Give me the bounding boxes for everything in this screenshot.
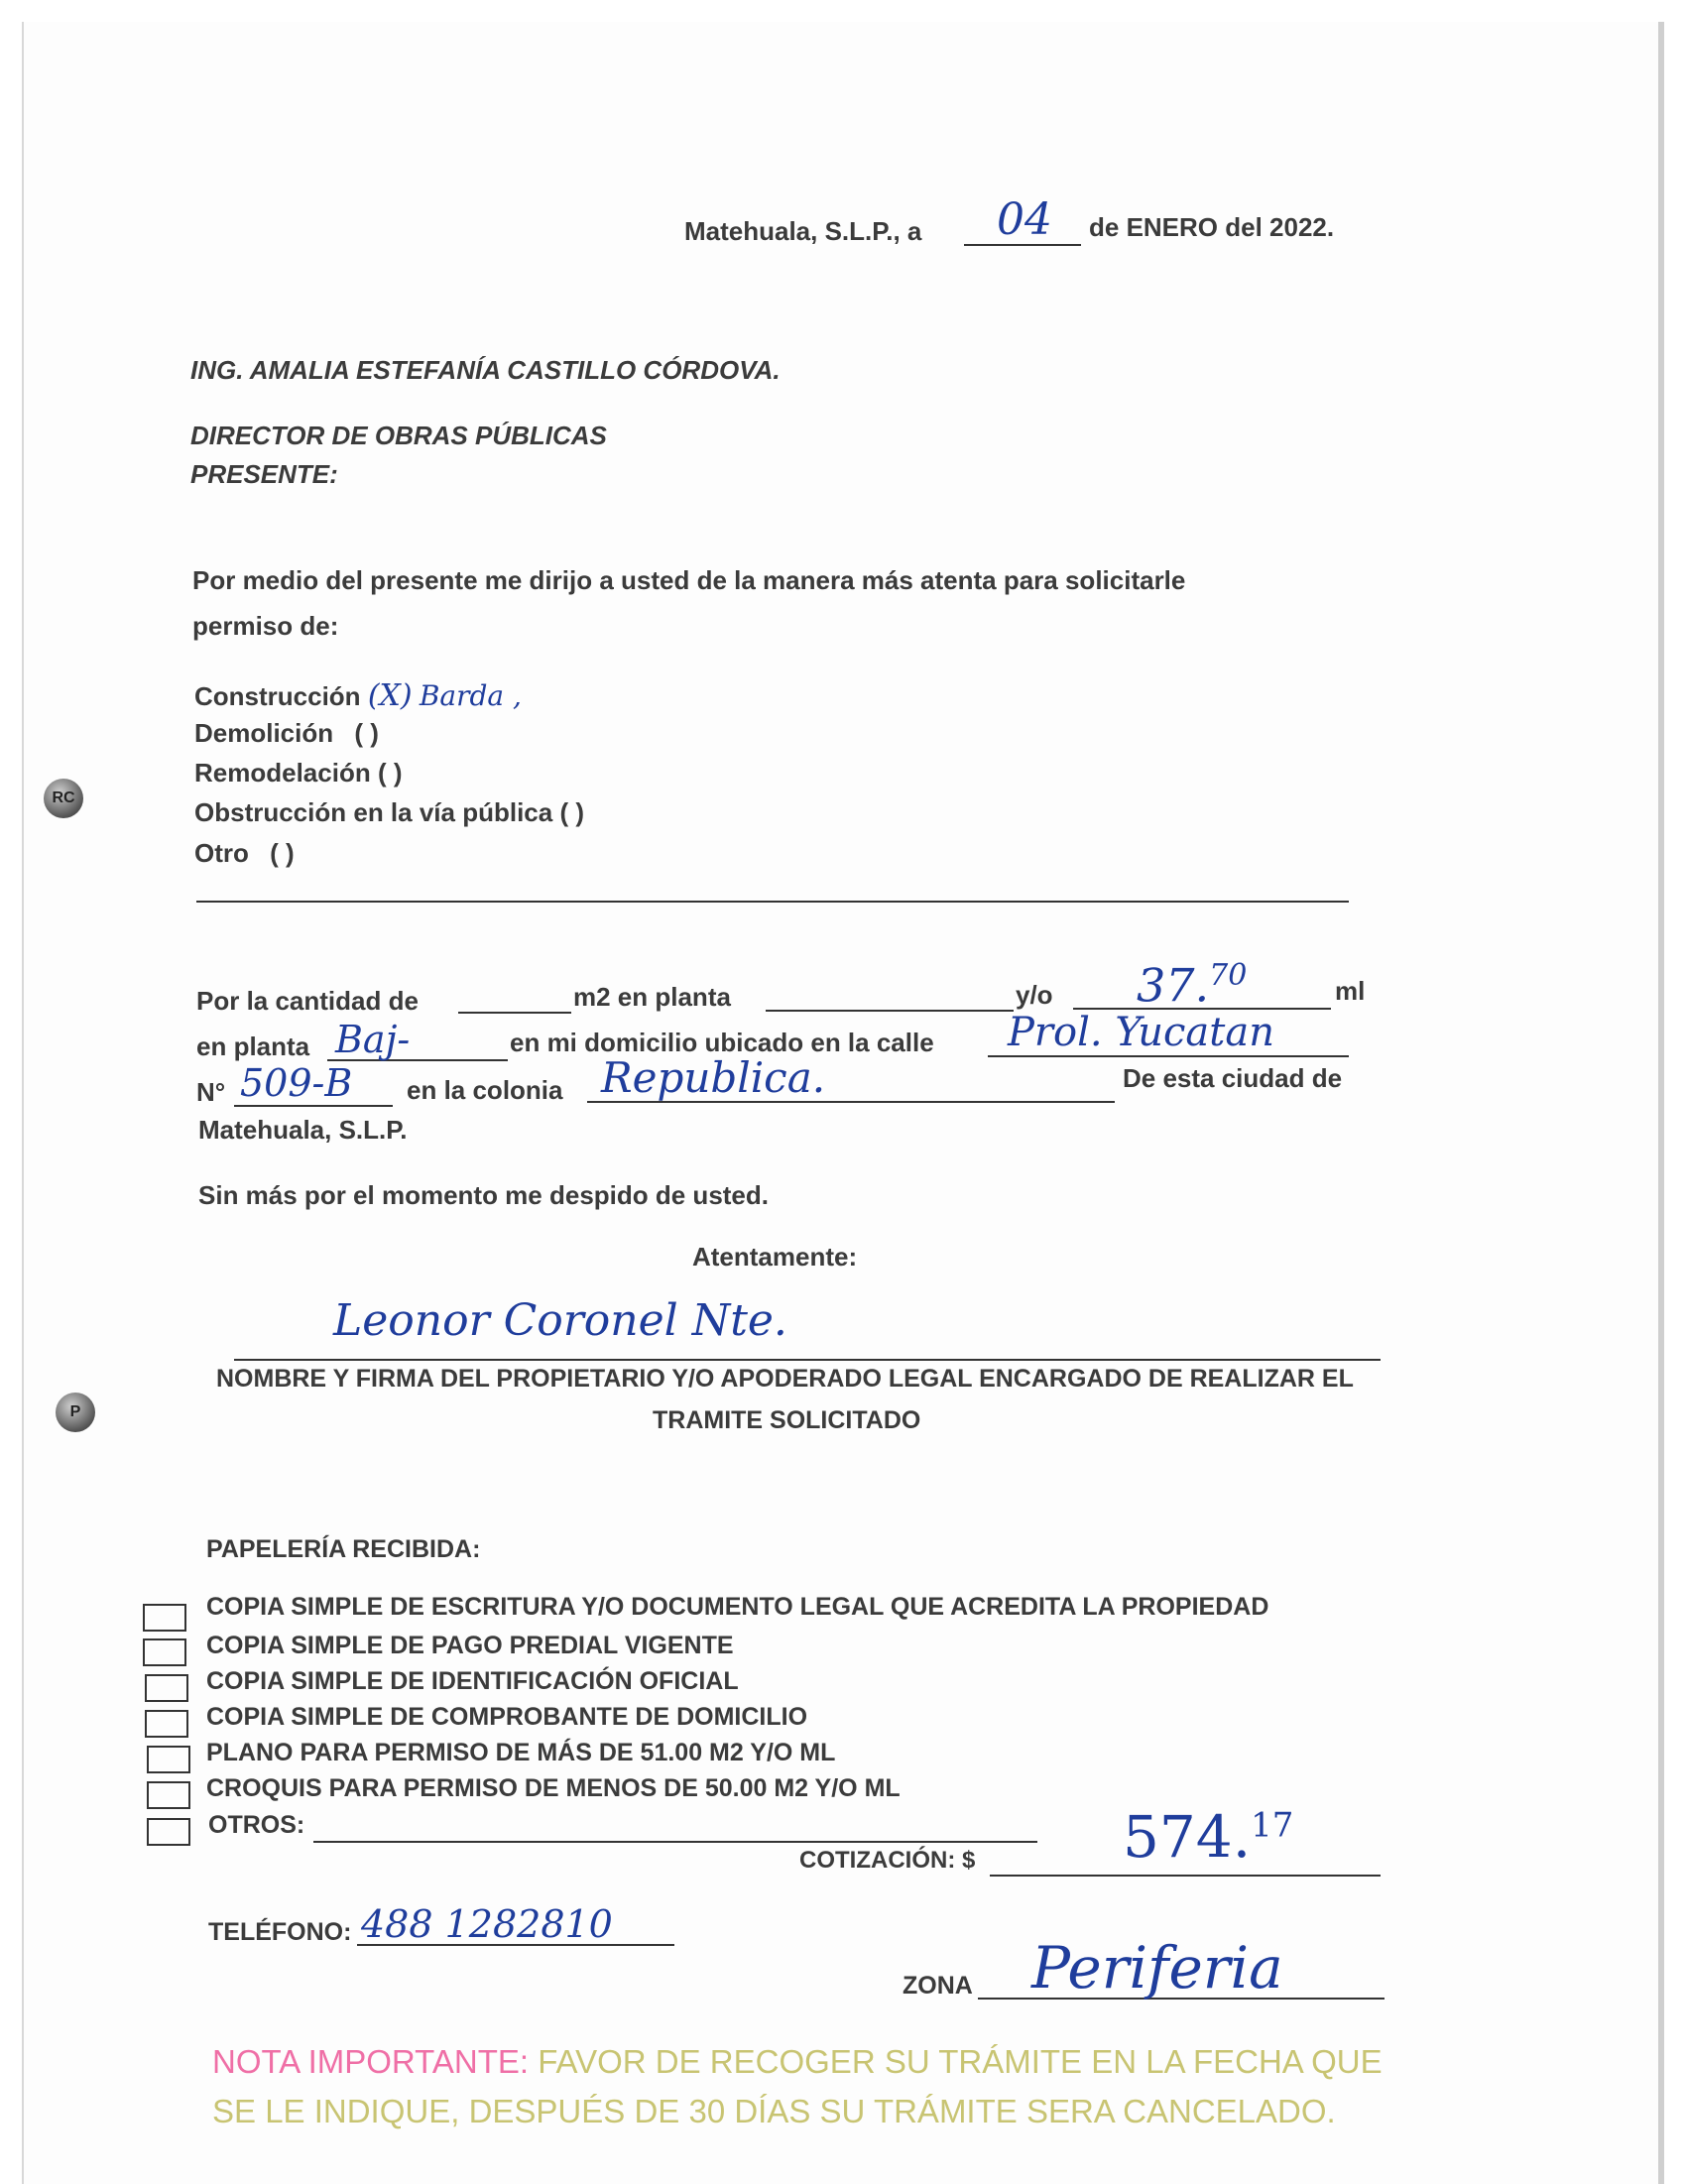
cotizacion-line <box>990 1875 1381 1877</box>
permit-otro <box>194 838 295 869</box>
permit-label: Demolición <box>194 718 334 748</box>
number-line <box>234 1105 393 1107</box>
addressee-name: ING. AMALIA ESTEFANÍA CASTILLO CÓRDOVA. <box>190 355 781 385</box>
papeleria-item-plano: PLANO PARA PERMISO DE MÁS DE 51.00 M2 Y/O ML <box>206 1739 836 1766</box>
ml-value-main: 37. <box>1137 958 1210 1013</box>
city-value: Matehuala, S.L.P. <box>198 1115 408 1145</box>
permit-construccion <box>194 678 522 713</box>
addressee-presente: PRESENTE: <box>190 459 338 489</box>
checkbox-otros[interactable] <box>147 1818 190 1846</box>
number-value: 509-B <box>240 1061 353 1105</box>
signer-label-2: TRAMITE SOLICITADO <box>653 1406 921 1434</box>
permit-mark-x: (X) <box>367 678 413 713</box>
punch-hole-rc <box>44 779 83 818</box>
header-month-year: de ENERO del 2022. <box>1089 212 1335 242</box>
checkbox-identificacion[interactable] <box>145 1674 188 1702</box>
zona-value: Periferia <box>1031 1934 1283 2002</box>
permit-demolicion <box>194 718 379 749</box>
permit-mark: ( ) <box>559 797 584 827</box>
yo-label: y/o <box>1016 980 1053 1010</box>
checkbox-plano[interactable] <box>147 1746 190 1773</box>
hole-mark-rc: RC <box>52 789 75 806</box>
quantity-label: Por la cantidad de <box>196 986 419 1016</box>
ciudad-label: De esta ciudad de <box>1123 1063 1343 1093</box>
permit-obstruccion <box>194 797 584 828</box>
ml-value <box>1137 958 1247 1012</box>
papeleria-item-otros: OTROS: <box>208 1811 305 1839</box>
permit-label: Otro <box>194 838 249 868</box>
m2-line <box>766 1010 1014 1012</box>
number-label: N° <box>196 1077 226 1107</box>
cotizacion-value-sup: 17 <box>1251 1805 1294 1846</box>
ml-value-sup: 70 <box>1209 958 1248 993</box>
papeleria-title: PAPELERÍA RECIBIDA: <box>206 1535 481 1563</box>
intro-line-2: permiso de: <box>192 611 339 641</box>
header-place: Matehuala, S.L.P., a <box>684 216 922 246</box>
signature: Leonor Coronel Nte. <box>333 1295 787 1346</box>
hole-mark-p: P <box>69 1403 81 1420</box>
permit-remodelacion <box>194 758 403 789</box>
otros-line <box>313 1841 1037 1843</box>
zona-label: ZONA <box>903 1972 973 2000</box>
permit-label: Remodelación <box>194 758 371 788</box>
street-value: Prol. Yucatan <box>1008 1010 1274 1055</box>
cotizacion-value-main: 574. <box>1123 1803 1252 1871</box>
permit-label: Obstrucción en la vía pública <box>194 797 553 827</box>
permit-note: Barda , <box>419 679 522 712</box>
checkbox-croquis[interactable] <box>147 1781 190 1809</box>
m2-label: m2 en planta <box>573 982 731 1012</box>
punch-hole-p <box>56 1393 95 1432</box>
permit-mark: ( ) <box>377 758 403 788</box>
colonia-value: Republica. <box>601 1053 826 1102</box>
nota-text-1: FAVOR DE RECOGER SU TRÁMITE EN LA FECHA QUE <box>538 2043 1383 2080</box>
colonia-label: en la colonia <box>407 1075 563 1105</box>
papeleria-item-escritura: COPIA SIMPLE DE ESCRITURA Y/O DOCUMENTO LEGAL QUE ACREDITA LA PROPIEDAD <box>206 1593 1269 1621</box>
farewell: Sin más por el momento me despido de usted. <box>198 1180 769 1210</box>
planta-value: Baj- <box>335 1018 411 1061</box>
papeleria-item-croquis: CROQUIS PARA PERMISO DE MENOS DE 50.00 M2 Y/O ML <box>206 1774 901 1802</box>
papeleria-item-identificacion: COPIA SIMPLE DE IDENTIFICACIÓN OFICIAL <box>206 1667 739 1695</box>
signature-line <box>234 1359 1381 1361</box>
quantity-line <box>458 1012 571 1014</box>
cotizacion-label: COTIZACIÓN: $ <box>799 1847 976 1874</box>
permit-label: Construcción <box>194 681 361 711</box>
cotizacion-value <box>1123 1803 1293 1871</box>
papeleria-item-predial: COPIA SIMPLE DE PAGO PREDIAL VIGENTE <box>206 1632 734 1659</box>
planta-label: en planta <box>196 1031 310 1061</box>
header-day: 04 <box>997 194 1052 245</box>
street-line <box>988 1055 1349 1057</box>
addressee-position: DIRECTOR DE OBRAS PÚBLICAS <box>190 421 607 450</box>
nota-line-1 <box>212 2043 1383 2081</box>
checkbox-predial[interactable] <box>143 1638 186 1666</box>
signer-label-1: NOMBRE Y FIRMA DEL PROPIETARIO Y/O APODERADO LEGAL ENCARGADO DE REALIZAR EL <box>216 1365 1354 1393</box>
checkbox-escritura[interactable] <box>143 1604 186 1632</box>
intro-line-1: Por medio del presente me dirijo a usted de la manera más atenta para solicitarle <box>192 565 1186 595</box>
domicilio-label: en mi domicilio ubicado en la calle <box>510 1028 934 1057</box>
ml-label: ml <box>1335 976 1366 1006</box>
nota-label: NOTA IMPORTANTE: <box>212 2043 530 2080</box>
telefono-label: TELÉFONO: <box>208 1918 352 1946</box>
papeleria-item-domicilio: COPIA SIMPLE DE COMPROBANTE DE DOMICILIO <box>206 1703 808 1731</box>
permit-mark: ( ) <box>270 838 295 868</box>
telefono-value: 488 1282810 <box>361 1902 613 1946</box>
checkbox-domicilio[interactable] <box>145 1710 188 1738</box>
regards: Atentamente: <box>692 1242 858 1272</box>
otro-line <box>196 901 1349 903</box>
nota-line-2: SE LE INDIQUE, DESPUÉS DE 30 DÍAS SU TRÁMITE SERA CANCELADO. <box>212 2093 1336 2129</box>
permit-mark: ( ) <box>354 718 379 748</box>
